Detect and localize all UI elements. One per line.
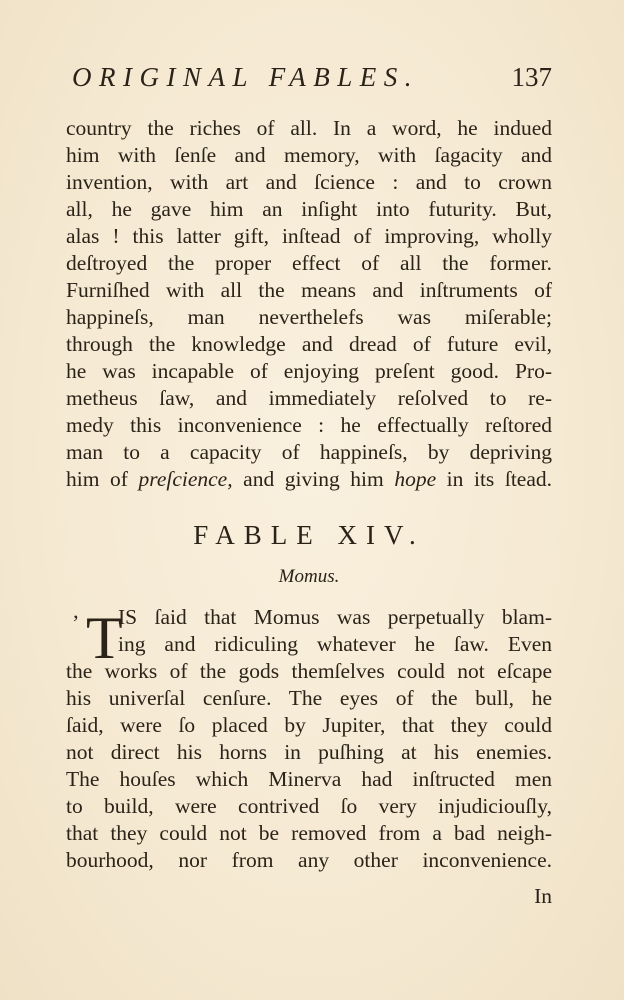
text-line: him with ſenſe and memory, with ſagacity and	[66, 143, 552, 167]
text-line: to build, were contrived ſo very injudiciouſly,	[66, 794, 552, 818]
catchword: In	[534, 884, 552, 908]
text-line: country the riches of all. In a word, he indued	[66, 116, 552, 140]
text-segment: him of	[66, 467, 139, 491]
fable-subtitle: Momus.	[278, 566, 340, 587]
text-line: man to a capacity of happineſs, by depriving	[66, 440, 552, 464]
italic-word: preſcience,	[138, 467, 233, 491]
text-line: The houſes which Minerva had inſtructed men	[66, 767, 552, 791]
text-line: IS ſaid that Momus was perpetually blam-	[118, 605, 552, 629]
italic-word: hope	[394, 467, 437, 491]
running-title: ORIGINAL FABLES.	[72, 62, 420, 92]
text-line-final	[66, 466, 552, 493]
opening-quote: ’	[72, 610, 80, 635]
text-line: the works of the gods themſelves could not eſcape	[66, 659, 552, 683]
text-segment: in its ſtead.	[436, 467, 553, 491]
page-number: 137	[511, 62, 552, 92]
page-header	[72, 62, 552, 102]
text-line: medy this inconvenience : he effectually reſtored	[66, 413, 552, 437]
chapter-title: FABLE XIV.	[193, 520, 425, 550]
text-line: deſtroyed the proper effect of all the former.	[66, 251, 552, 275]
text-line: bourhood, nor from any other inconvenience.	[66, 848, 552, 872]
text-line: his univerſal cenſure. The eyes of the bull, he	[66, 686, 552, 710]
text-line: metheus ſaw, and immediately reſolved to re-	[66, 386, 552, 410]
text-line: ing and ridiculing whatever he ſaw. Even	[118, 632, 552, 656]
text-line: invention, with art and ſcience : and to crown	[66, 170, 552, 194]
text-line: alas ! this latter gift, inſtead of improving, wholly	[66, 224, 552, 248]
text-line: happineſs, man neverthelefs was miſerable;	[66, 305, 552, 329]
text-line: through the knowledge and dread of future evil,	[66, 332, 552, 356]
text-line: ſaid, were ſo placed by Jupiter, that they could	[66, 713, 552, 737]
text-line: he was incapable of enjoying preſent good. Pro-	[66, 359, 552, 383]
text-line: that they could not be removed from a bad neigh-	[66, 821, 552, 845]
text-segment: and giving him	[232, 467, 395, 491]
text-line: all, he gave him an inſight into futurity. But,	[66, 197, 552, 221]
text-line: not direct his horns in puſhing at his enemies.	[66, 740, 552, 764]
text-line: Furniſhed with all the means and inſtruments of	[66, 278, 552, 302]
drop-cap: T	[86, 605, 123, 671]
